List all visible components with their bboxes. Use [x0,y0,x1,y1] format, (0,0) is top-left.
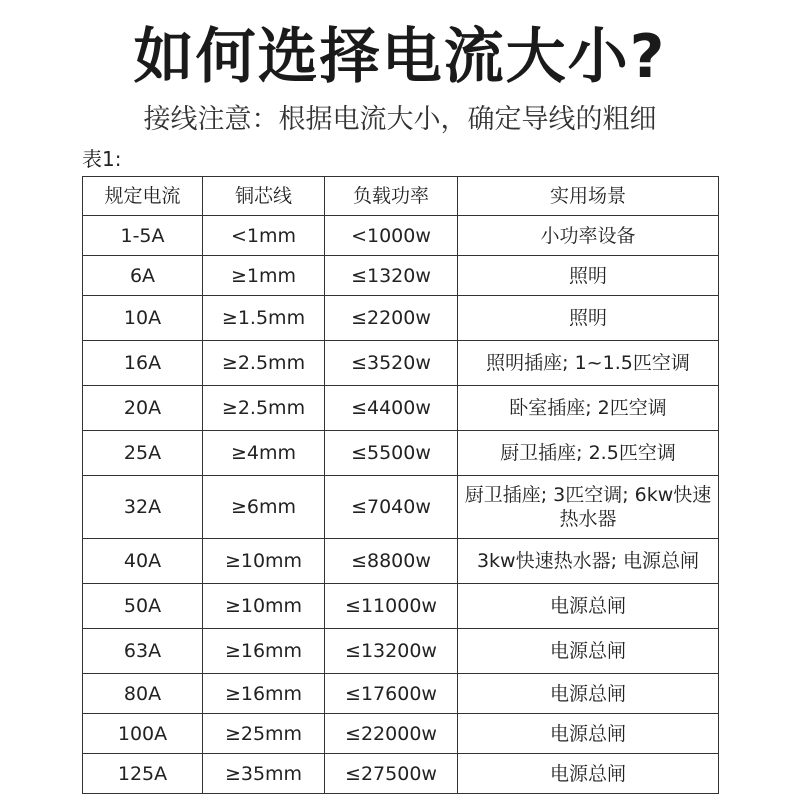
cell-load-power: ≤7040w [325,476,458,539]
header-rated-current: 规定电流 [83,177,203,216]
cell-usage-scenario: 电源总闸 [458,629,719,674]
cell-load-power: ≤2200w [325,296,458,341]
table-row [83,754,719,794]
cell-usage-scenario: 电源总闸 [458,674,719,714]
cell-usage-scenario: 厨卫插座; 2.5匹空调 [458,431,719,476]
cell-copper-wire: ≥6mm [203,476,325,539]
table-row [83,539,719,584]
cell-usage-scenario: 照明 [458,256,719,296]
cell-usage-scenario: 电源总闸 [458,584,719,629]
cell-copper-wire: ≥10mm [203,584,325,629]
cell-load-power: ≤1320w [325,256,458,296]
table-row [83,256,719,296]
cell-load-power: ≤22000w [325,714,458,754]
cell-copper-wire: ≥1mm [203,256,325,296]
cell-rated-current: 100A [83,714,203,754]
cell-load-power: ≤5500w [325,431,458,476]
cell-load-power: ≤27500w [325,754,458,794]
table-row [83,216,719,256]
cell-rated-current: 40A [83,539,203,584]
cell-rated-current: 25A [83,431,203,476]
table-row [83,476,719,539]
cell-usage-scenario: 小功率设备 [458,216,719,256]
cell-load-power: ≤4400w [325,386,458,431]
cell-usage-scenario: 电源总闸 [458,754,719,794]
table-row [83,714,719,754]
table-caption: 表1: [82,147,122,171]
cell-usage-scenario: 照明插座; 1~1.5匹空调 [458,341,719,386]
cell-load-power: <1000w [325,216,458,256]
header-usage-scenario: 实用场景 [458,177,719,216]
page-title: 如何选择电流大小? [133,22,667,92]
cell-copper-wire: ≥35mm [203,754,325,794]
cell-copper-wire: ≥1.5mm [203,296,325,341]
cell-rated-current: 50A [83,584,203,629]
cell-rated-current: 6A [83,256,203,296]
cell-rated-current: 10A [83,296,203,341]
header-load-power: 负载功率 [325,177,458,216]
cell-rated-current: 32A [83,476,203,539]
cell-copper-wire: ≥10mm [203,539,325,584]
cell-rated-current: 63A [83,629,203,674]
cell-load-power: ≤17600w [325,674,458,714]
cell-copper-wire: ≥25mm [203,714,325,754]
cell-copper-wire: <1mm [203,216,325,256]
cell-rated-current: 80A [83,674,203,714]
cell-rated-current: 1-5A [83,216,203,256]
cell-copper-wire: ≥16mm [203,674,325,714]
cell-rated-current: 20A [83,386,203,431]
cell-usage-scenario: 3kw快速热水器; 电源总闸 [458,539,719,584]
table-row [83,584,719,629]
current-spec-table [82,176,719,794]
cell-usage-scenario: 卧室插座; 2匹空调 [458,386,719,431]
cell-load-power: ≤11000w [325,584,458,629]
header-copper-wire: 铜芯线 [203,177,325,216]
cell-copper-wire: ≥4mm [203,431,325,476]
table-row [83,386,719,431]
cell-load-power: ≤13200w [325,629,458,674]
table-row [83,296,719,341]
table-header-row [83,177,719,216]
cell-rated-current: 125A [83,754,203,794]
cell-rated-current: 16A [83,341,203,386]
cell-load-power: ≤3520w [325,341,458,386]
page-subtitle: 接线注意：根据电流大小，确定导线的粗细 [143,104,657,135]
table-row [83,341,719,386]
cell-load-power: ≤8800w [325,539,458,584]
table-row [83,674,719,714]
table-row [83,629,719,674]
cell-usage-scenario: 照明 [458,296,719,341]
cell-copper-wire: ≥2.5mm [203,341,325,386]
cell-copper-wire: ≥2.5mm [203,386,325,431]
cell-usage-scenario: 厨卫插座; 3匹空调; 6kw快速热水器 [458,476,719,539]
cell-usage-scenario: 电源总闸 [458,714,719,754]
table-row [83,431,719,476]
cell-copper-wire: ≥16mm [203,629,325,674]
